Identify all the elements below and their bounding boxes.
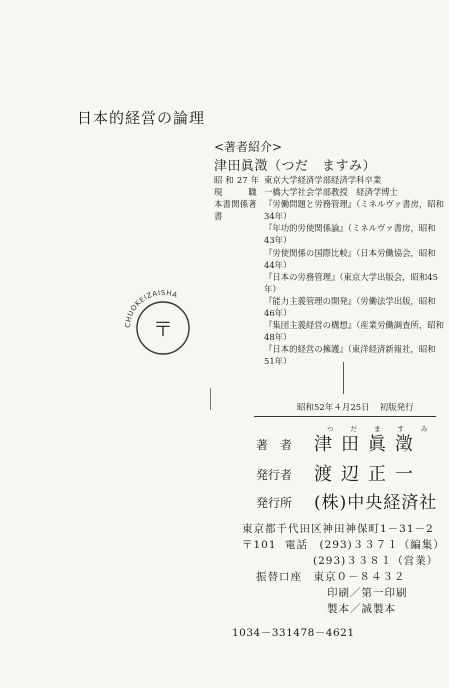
profile-value: 『日本の労務管理』（東京大学出版会，昭和45年） — [264, 271, 438, 294]
profile-value: 『日本的経営の擁護』（東洋経済新報社，昭和51年） — [264, 344, 436, 367]
profile-label: 現 職 — [214, 187, 257, 198]
publication-date-line — [297, 401, 424, 413]
book-code: 1034－331478－4621 — [232, 627, 355, 639]
profile-row — [214, 343, 446, 367]
profile-value: 『能力主義管理の開発』（労働法学出版，昭和46年） — [264, 295, 436, 319]
author-intro-heading: <著者紹介> — [214, 140, 283, 154]
profile-row — [214, 198, 446, 222]
profile-value: 『労使関係の国際比較』（日本労働協会，昭和44年） — [264, 247, 436, 270]
profile-row — [214, 186, 446, 198]
edition-label: 初版発行 — [379, 403, 414, 413]
profile-value: 『労働問題と労務管理』（ミネルヴァ書房，昭和34年） — [264, 199, 444, 222]
profile-value: 『集団主義経営の構想』（産業労働調査所，昭和48年） — [264, 320, 445, 343]
profile-row — [214, 271, 446, 295]
divider — [254, 416, 436, 417]
binder: 製本／誠製本 — [327, 603, 396, 615]
profile-value: 東京大学経済学部経済学科卒業 — [264, 175, 382, 185]
profile-row — [214, 174, 446, 186]
transfer-account: 振替口座 東京０－８４３２ — [256, 571, 406, 583]
profile-value: 『年功的労使関係論』（ミネルヴァ書房，昭和43年） — [264, 223, 436, 246]
publication-date: 昭和52年４月25日 — [297, 403, 370, 413]
profile-label — [214, 247, 264, 271]
publisher-person-label: 発行者 — [256, 468, 293, 482]
author-name-reading: 津田眞澂（つだ ますみ） — [214, 159, 377, 174]
margin-mark — [210, 388, 211, 410]
profile-label — [214, 343, 264, 367]
profile-label — [214, 222, 264, 246]
profile-label — [214, 319, 264, 343]
publisher-address: 東京都千代田区神田神保町1－31－2 — [242, 523, 434, 535]
profile-label: 昭 和 27 年 — [214, 175, 260, 185]
seal-text: CHUOKEIZAISHA — [123, 288, 179, 329]
publisher-name: (株)中央経済社 — [314, 493, 438, 513]
profile-row — [214, 222, 446, 246]
author-label: 著 者 — [256, 438, 293, 452]
profile-row — [214, 319, 446, 343]
ruby-char: ま — [374, 425, 398, 433]
profile-label — [214, 271, 264, 295]
profile-value: 一橋大学社会学部教授 経済学博士 — [264, 187, 398, 198]
printer: 印刷／第一印刷 — [327, 587, 408, 599]
colophon-author-name: 津田眞澂 — [314, 434, 422, 455]
phone-editorial: 電話 (293)３３７１（編集） — [285, 539, 445, 551]
postal-code: 〒101 — [242, 539, 277, 551]
ruby-char: だ — [350, 425, 374, 433]
ruby-char: つ — [327, 425, 351, 433]
book-title: 日本的経営の論理 — [77, 109, 206, 127]
author-profile — [214, 174, 446, 368]
profile-row — [214, 247, 446, 271]
phone-sales: (293)３３８１（営業） — [313, 555, 439, 567]
seal-mark: 〒 — [153, 317, 173, 341]
publisher-seal — [118, 283, 208, 373]
margin-mark — [343, 362, 344, 394]
profile-label: 本書関係著書 — [214, 199, 257, 222]
profile-row — [214, 295, 446, 319]
ruby-char: すみ — [397, 425, 445, 433]
profile-label — [214, 295, 264, 319]
publisher-label: 発行所 — [256, 496, 293, 510]
publisher-person-name: 渡辺正一 — [314, 464, 422, 485]
